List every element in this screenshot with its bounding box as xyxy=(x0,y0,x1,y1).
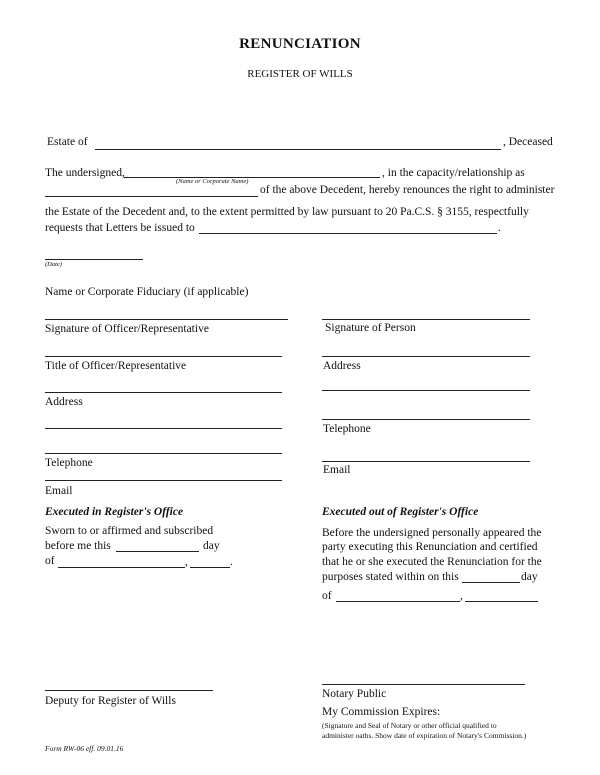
capacity-text: , in the capacity/relationship as xyxy=(382,167,525,179)
undersigned-name-field[interactable] xyxy=(124,177,380,178)
date-field[interactable] xyxy=(45,259,143,260)
left-telephone-field[interactable] xyxy=(45,453,282,454)
left-address-label: Address xyxy=(45,396,83,408)
executed-in-year-field[interactable] xyxy=(190,567,230,568)
notary-note-line-2: administer oaths. Show date of expiration of Notary's Commission.) xyxy=(322,731,527,740)
left-address-line-1[interactable] xyxy=(45,392,282,393)
letters-period: . xyxy=(498,222,501,234)
notary-note-line-1: (Signature and Seal of Notary or other official qualified to xyxy=(322,721,497,730)
left-email-field[interactable] xyxy=(45,480,282,481)
left-email-label: Email xyxy=(45,485,73,497)
notary-signature-field[interactable] xyxy=(322,684,525,685)
deputy-signature-field[interactable] xyxy=(45,690,213,691)
statute-text: the Estate of the Decedent and, to the extent permitted by law pursuant to 20 Pa.C.S. § 3155, respectfully xyxy=(45,206,529,218)
officer-signature-field[interactable] xyxy=(45,319,288,320)
officer-signature-label: Signature of Officer/Representative xyxy=(45,323,209,335)
notary-label: Notary Public xyxy=(322,688,387,700)
fiduciary-label: Name or Corporate Fiduciary (if applicable) xyxy=(45,286,249,298)
officer-title-label: Title of Officer/Representative xyxy=(45,360,187,372)
day-label: day xyxy=(203,540,220,552)
capacity-relationship-field[interactable] xyxy=(45,196,258,197)
page-title: RENUNCIATION xyxy=(239,36,361,52)
right-email-label: Email xyxy=(323,464,351,476)
executed-out-year-field[interactable] xyxy=(465,601,538,602)
executed-out-line-1: Before the undersigned personally appeared the xyxy=(322,527,542,539)
executed-in-day-field[interactable] xyxy=(116,551,199,552)
comma: , xyxy=(185,556,188,568)
officer-title-field[interactable] xyxy=(45,356,282,357)
right-address-line-3[interactable] xyxy=(322,419,530,420)
of-label: of xyxy=(45,555,55,567)
page-subtitle: REGISTER OF WILLS xyxy=(247,68,353,80)
before-me-text: before me this xyxy=(45,540,111,552)
person-signature-field[interactable] xyxy=(322,319,530,320)
form-id: Form RW-06 eff. 09.01.16 xyxy=(45,744,124,753)
right-address-line-1[interactable] xyxy=(322,356,530,357)
right-telephone-label: Telephone xyxy=(323,423,371,435)
undersigned-label: The undersigned, xyxy=(45,167,125,179)
commission-label: My Commission Expires: xyxy=(322,706,441,718)
letters-text: requests that Letters be issued to xyxy=(45,222,195,234)
left-telephone-label: Telephone xyxy=(45,457,93,469)
estate-name-field[interactable] xyxy=(95,149,501,150)
name-hint-label: (Name or Corporate Name) xyxy=(176,178,249,185)
sworn-text: Sworn to or affirmed and subscribed xyxy=(45,525,214,537)
executed-in-heading: Executed in Register's Office xyxy=(45,506,184,518)
executed-out-heading: Executed out of Register's Office xyxy=(322,506,479,518)
executed-out-line-2: party executing this Renunciation and certified xyxy=(322,541,538,553)
executed-in-month-field[interactable] xyxy=(58,567,185,568)
deputy-label: Deputy for Register of Wills xyxy=(45,695,176,707)
executed-out-month-field[interactable] xyxy=(336,601,460,602)
executed-out-line-3: that he or she executed the Renunciation for the xyxy=(322,556,542,568)
date-label: (Date) xyxy=(45,261,62,268)
person-signature-label: Signature of Person xyxy=(325,322,416,334)
executed-out-comma: , xyxy=(460,590,463,602)
right-telephone-field[interactable] xyxy=(322,461,530,462)
right-address-label: Address xyxy=(323,360,361,372)
period: . xyxy=(230,556,233,568)
deceased-label: , Deceased xyxy=(503,136,553,148)
right-address-line-2[interactable] xyxy=(322,390,530,391)
left-address-line-2[interactable] xyxy=(45,428,282,429)
executed-out-day-label: day xyxy=(521,571,538,583)
estate-label: Estate of xyxy=(47,136,88,148)
letters-issued-to-field[interactable] xyxy=(199,233,497,234)
executed-out-day-field[interactable] xyxy=(462,582,520,583)
executed-out-of-label: of xyxy=(322,590,332,602)
renounce-text: of the above Decedent, hereby renounces the right to administer xyxy=(260,184,555,196)
executed-out-line-4: purposes stated within on this xyxy=(322,571,459,583)
